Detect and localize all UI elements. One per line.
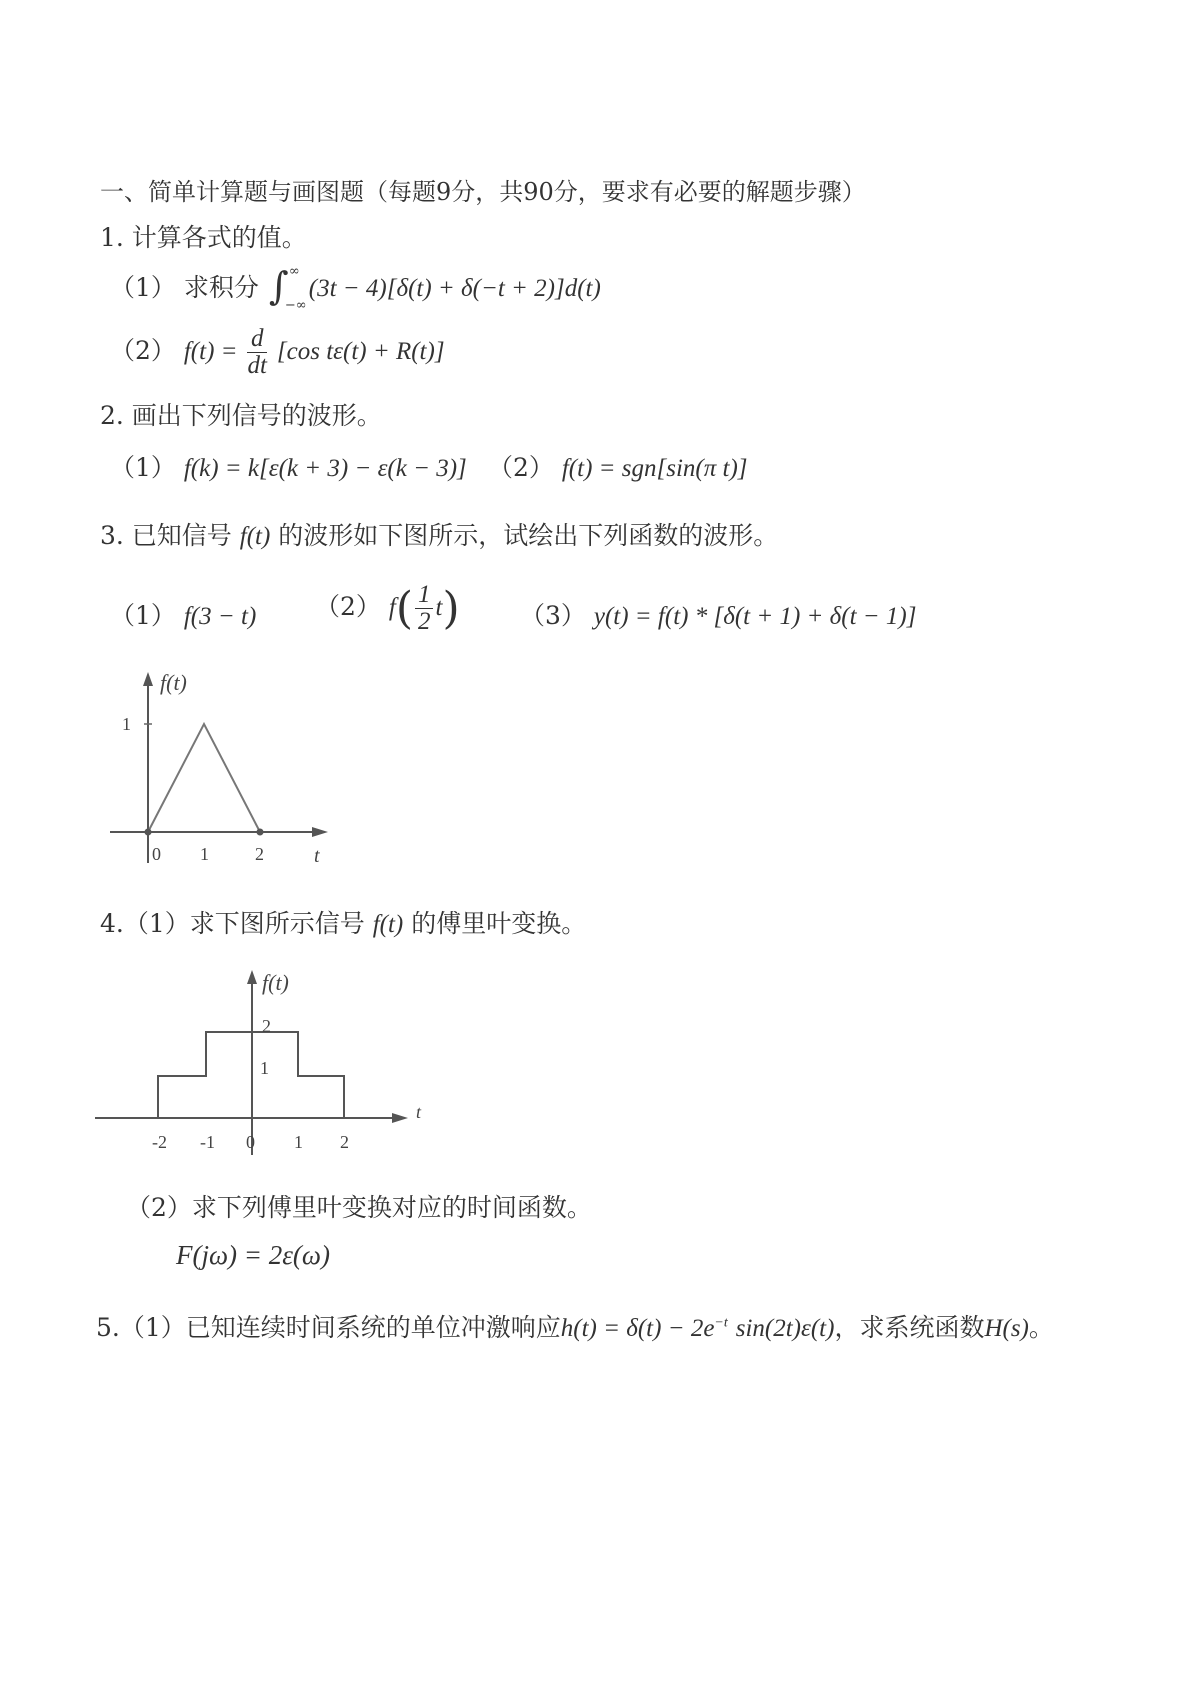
integral-lower-limit: −∞ (284, 297, 307, 313)
q3-title-f: f(t) (239, 523, 271, 550)
q3-part3-formula: y(t) = f(t) * [δ(t + 1) + δ(t − 1)] (593, 603, 917, 630)
q4-part2-formula: F(jω) = 2ε(ω) (176, 1240, 330, 1270)
staircase-xtick-0: 0 (246, 1132, 255, 1152)
derivative-fraction (247, 326, 266, 379)
triangle-signal-figure (100, 668, 350, 878)
triangle-xtick-2: 2 (255, 844, 264, 864)
q3-part2-t: t (435, 594, 443, 621)
staircase-xtick-neg2: -2 (152, 1132, 167, 1152)
triangle-xtick-0: 0 (152, 844, 161, 864)
q2-part2-label: （2） (488, 453, 554, 482)
triangle-waveform (148, 724, 260, 832)
q4-title-a: 4.（1）求下图所示信号 (100, 909, 365, 938)
derivative-denominator: dt (247, 352, 267, 379)
staircase-xlabel: t (416, 1102, 422, 1122)
triangle-ytick-1: 1 (122, 714, 131, 734)
q1-part2-lhs: f(t) = (183, 338, 238, 365)
half-numerator: 1 (415, 582, 434, 609)
section-title: 一、简单计算题与画图题（每题9分，共90分，要求有必要的解题步骤） (100, 178, 866, 206)
q5-part1 (96, 1308, 1054, 1344)
q4-title-f: f(t) (372, 911, 404, 938)
x-axis-arrow (392, 1113, 408, 1123)
y-axis-arrow (143, 672, 153, 686)
integral-upper-limit: ∞ (288, 263, 300, 279)
staircase-xtick-2: 2 (340, 1132, 349, 1152)
q5-h-formula-a: h(t) = δ(t) − 2e (560, 1315, 715, 1342)
q3-part3-label: （3） (520, 601, 586, 630)
q3-part2: （2） f( $\frac{1}{2}$ t) (315, 581, 460, 635)
q3-title (100, 516, 778, 552)
q1-part2-label: （2） (110, 336, 176, 365)
q1-part1 (110, 263, 601, 313)
staircase-ytick-2: 2 (262, 1016, 271, 1036)
q4-title (100, 904, 586, 940)
x-axis-arrow (312, 827, 328, 837)
staircase-ylabel: f(t) (262, 970, 289, 995)
q2-part1-label: （1） (110, 453, 176, 482)
y-axis-arrow (247, 970, 257, 984)
end-dot (257, 829, 264, 836)
q5-end: 。 (1028, 1313, 1054, 1342)
staircase-xtick-neg1: -1 (200, 1132, 215, 1152)
q5-h-superscript: −t (714, 1315, 728, 1331)
staircase-xtick-1: 1 (294, 1132, 303, 1152)
q3-part1-label: （1） (110, 601, 176, 630)
staircase-ytick-1: 1 (260, 1058, 269, 1078)
q3-part2-label: （2） (315, 592, 381, 621)
triangle-ylabel: f(t) (160, 670, 187, 695)
q5-title-a: 5.（1）已知连续时间系统的单位冲激响应 (96, 1313, 561, 1342)
half-fraction (415, 582, 434, 635)
q3-part1-formula: f(3 − t) (183, 603, 257, 630)
integral-sign: ∫ ∞ −∞ (268, 263, 307, 313)
q5-h-formula-b: sin(2t)ε(t) (735, 1315, 835, 1342)
half-denominator: 2 (417, 608, 431, 635)
q4-title-b: 的傅里叶变换。 (411, 909, 587, 938)
q3-title-a: 3. 已知信号 (100, 521, 232, 550)
q1-part1-label: （1） 求积分 (110, 273, 259, 302)
q3-part2-f: f (388, 594, 396, 621)
q3-part1 (110, 596, 256, 632)
q2-part2 (488, 448, 748, 484)
staircase-signal-figure (90, 960, 440, 1160)
derivative-numerator: d (247, 326, 266, 353)
q2-part1-formula: f(k) = k[ε(k + 3) − ε(k − 3)] (183, 455, 467, 482)
q3-title-b: 的波形如下图所示，试绘出下列函数的波形。 (278, 521, 779, 550)
triangle-xtick-1: 1 (200, 844, 209, 864)
q1-part2 (110, 326, 445, 379)
q4-part2-title: （2）求下列傅里叶变换对应的时间函数。 (126, 1193, 592, 1222)
origin-dot (145, 829, 152, 836)
q2-title: 2. 画出下列信号的波形。 (100, 401, 382, 430)
q1-part2-rhs: [cos tε(t) + R(t)] (276, 338, 445, 365)
q2-part1 (110, 448, 467, 484)
q3-part3 (520, 596, 916, 632)
q5-title-b: ，求系统函数 (834, 1313, 985, 1342)
triangle-xlabel: t (314, 845, 320, 867)
q5-system-function: H(s) (984, 1315, 1029, 1342)
q1-title: 1. 计算各式的值。 (100, 223, 307, 252)
q2-part2-formula: f(t) = sgn[sin(π t)] (561, 455, 748, 482)
q1-part1-formula: (3t − 4)[δ(t) + δ(−t + 2)]d(t) (308, 275, 601, 302)
